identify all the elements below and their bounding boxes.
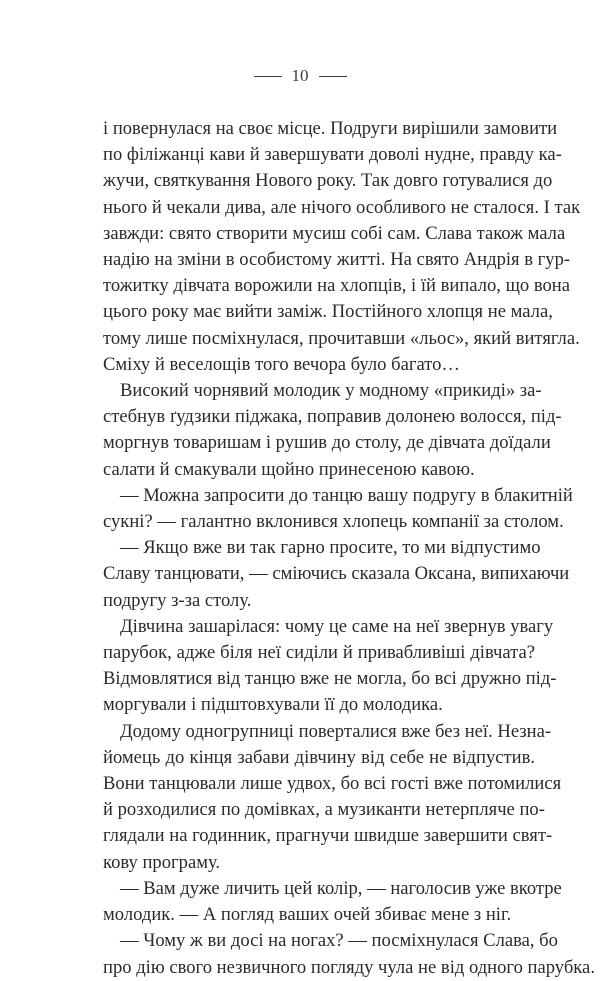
text-line: Сміху й веселощів того вечора було багато… xyxy=(103,353,461,375)
page-number: 10 xyxy=(291,66,309,85)
text-line: молодик. — А погляд ваших очей збиває мене з ніг. xyxy=(103,904,512,926)
text-line: — Вам дуже личить цей колір, — наголосив уже вкотре xyxy=(120,877,562,899)
text-line: моргнув товаришам і рушив до столу, де дівчата доїдали xyxy=(103,432,551,454)
text-line: і повернулася на своє місце. Подруги вирішили замовити xyxy=(103,118,558,139)
page-header xyxy=(0,66,600,86)
text-line: глядали на годинник, прагнучи швидше завершити свят- xyxy=(103,825,553,847)
header-rule-left xyxy=(254,76,282,77)
text-line: Славу танцювати, — сміючись сказала Оксана, випихаючи xyxy=(103,563,570,585)
text-line: подругу з-за столу. xyxy=(103,589,252,611)
text-line: кову програму. xyxy=(103,851,221,873)
text-line: Вони танцювали лише удвох, бо всі гості вже потомилися xyxy=(103,773,562,795)
text-line: — Можна запросити до танцю вашу подругу в блакитній xyxy=(120,484,573,506)
text-line: салати й смакували щойно принесеною кавою. xyxy=(103,458,475,480)
text-line: йомець до кінця забави дівчину від себе не відпустив. xyxy=(103,746,535,768)
header-rule-right xyxy=(319,76,347,77)
text-line: надію на зміни в особистому житті. На свято Андрія в гур- xyxy=(103,249,571,271)
text-line: про дію свого незвичного погляду чула не від одного парубка. xyxy=(103,956,595,978)
text-line: Відмовлятися від танцю вже не могла, бо всі дружно під- xyxy=(103,668,557,690)
text-line: стебнув ґудзики піджака, поправив долонею волосся, під- xyxy=(103,406,562,428)
text-line: тожитку дівчата ворожили на хлопців, і їй випало, що вона xyxy=(103,275,571,297)
text-line: Високий чорнявий молодик у модному «прикиді» за- xyxy=(120,380,542,402)
text-line: цього року має вийти заміж. Постійного хлопця не мала, xyxy=(103,301,553,323)
text-line: нього й чекали дива, але нічого особливого не сталося. І так xyxy=(103,196,581,218)
text-line: й розходилися по домівках, а музиканти нетерпляче по- xyxy=(103,799,545,821)
text-line: тому лише посміхнулася, прочитавши «льос», який витягла. xyxy=(103,327,580,349)
text-line: по філіжанці кави й завершувати доволі нудне, правду ка- xyxy=(103,144,562,166)
text-line: завжди: свято створити мусиш собі сам. Слава також мала xyxy=(103,222,566,244)
text-line: жучи, святкування Нового року. Так довго готувалися до xyxy=(103,170,553,192)
text-line: — Чому ж ви досі на ногах? — посміхнулася Слава, бо xyxy=(120,930,558,952)
text-line: парубок, адже біля неї сиділи й привабливіші дівчата? xyxy=(103,642,535,664)
text-line: Додому одногрупниці поверталися вже без неї. Незна- xyxy=(120,720,552,742)
text-line: — Якщо вже ви так гарно просите, то ми відпустимо xyxy=(120,537,541,559)
body-text xyxy=(103,116,595,981)
text-line: сукні? — галантно вклонився хлопець компанії за столом. xyxy=(103,511,564,533)
text-line: моргували і підштовхували її до молодика. xyxy=(103,694,443,716)
text-line: Дівчина зашарілася: чому це саме на неї звернув увагу xyxy=(120,615,554,637)
